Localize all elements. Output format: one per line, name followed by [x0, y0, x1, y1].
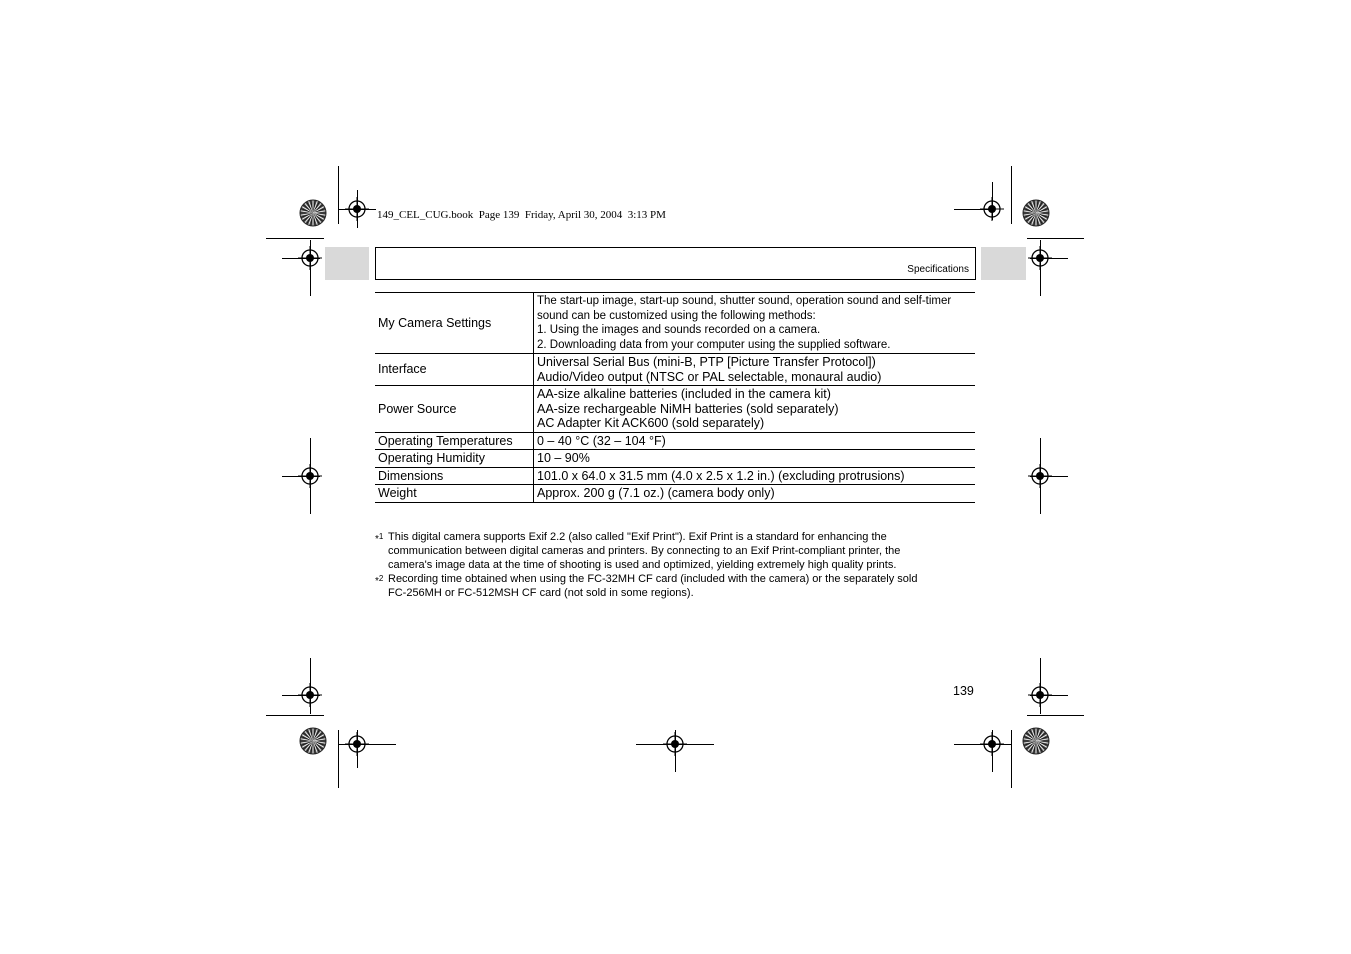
- spec-value: [534, 485, 976, 503]
- crop-mark-line: [1011, 166, 1012, 224]
- footnote-number: 1: [378, 532, 384, 541]
- spec-value: [534, 467, 976, 485]
- right-gray-tab: [981, 247, 1026, 280]
- crosshair-circle-icon: [1028, 464, 1052, 488]
- table-row: [375, 354, 975, 386]
- crosshair-circle-icon: [1028, 246, 1052, 270]
- starburst-icon: [1022, 727, 1050, 755]
- spec-value-line: 0 – 40 °C (32 – 104 °F): [537, 433, 666, 448]
- footnote: [375, 530, 975, 572]
- file-info-line: 149_CEL_CUG.book Page 139 Friday, April 30, 2004 3:13 PM: [377, 209, 666, 221]
- spec-value-line: 101.0 x 64.0 x 31.5 mm (4.0 x 2.5 x 1.2 in.) (excluding protrusions): [537, 468, 905, 483]
- section-title: Specifications: [907, 264, 969, 275]
- page-number: 139: [953, 684, 974, 698]
- spec-name: Interface: [375, 354, 534, 386]
- running-header: [375, 247, 976, 280]
- footnote-asterisk: *: [375, 534, 379, 545]
- footnote-asterisk: *: [375, 576, 379, 587]
- crosshair-circle-icon: [298, 683, 322, 707]
- crop-mark-line: [1027, 238, 1084, 239]
- table-row: [375, 432, 975, 450]
- spec-table-body: [375, 293, 975, 503]
- spec-value-line: 10 – 90%: [537, 451, 590, 465]
- footnote-line: communication between digital cameras and printers. By connecting to an Exif Print-compliant printer, the: [388, 545, 901, 557]
- spec-value-line: The start-up image, start-up sound, shutter sound, operation sound and self-timer: [537, 295, 952, 307]
- table-row: [375, 485, 975, 503]
- crosshair-circle-icon: [345, 732, 369, 756]
- starburst-icon: [1022, 199, 1050, 227]
- spec-value-line: AA-size rechargeable NiMH batteries (sold separately): [537, 401, 839, 416]
- starburst-icon: [299, 199, 327, 227]
- crosshair-circle-icon: [298, 464, 322, 488]
- spec-value-line: 1. Using the images and sounds recorded on a camera.: [537, 324, 821, 336]
- footnote-line: camera's image data at the time of shooting is used and optimized, yielding extremely high quality prints.: [388, 559, 897, 571]
- spec-value-line: Audio/Video output (NTSC or PAL selectable, monaural audio): [537, 369, 882, 384]
- starburst-icon: [299, 727, 327, 755]
- spec-name: Operating Temperatures: [375, 432, 534, 450]
- spec-name: Dimensions: [375, 467, 534, 485]
- spec-value-line: 2. Downloading data from your computer using the supplied software.: [537, 338, 891, 351]
- footnote-line: FC-256MH or FC-512MSH CF card (not sold in some regions).: [388, 587, 694, 599]
- footnote-mark: [375, 572, 383, 589]
- crop-mark-line: [338, 166, 339, 224]
- specifications-table: [375, 292, 975, 503]
- crosshair-circle-icon: [1028, 683, 1052, 707]
- crosshair-circle-icon: [980, 197, 1004, 221]
- spec-value: [534, 386, 976, 433]
- footnote: [375, 572, 975, 600]
- spec-value: [534, 450, 976, 468]
- crop-mark-line: [338, 730, 339, 788]
- crosshair-circle-icon: [980, 732, 1004, 756]
- spec-value: [534, 293, 976, 354]
- footnote-line: This digital camera supports Exif 2.2 (also called "Exif Print"). Exif Print is a standard for enhancing the: [388, 531, 887, 543]
- table-row: [375, 386, 975, 433]
- crosshair-circle-icon: [345, 197, 369, 221]
- spec-name: Power Source: [375, 386, 534, 433]
- spec-value-line: Approx. 200 g (7.1 oz.) (camera body only): [537, 486, 775, 500]
- footnotes: [375, 530, 975, 600]
- table-row: [375, 293, 975, 354]
- spec-name: My Camera Settings: [375, 293, 534, 354]
- spec-value-line: AC Adapter Kit ACK600 (sold separately): [537, 416, 765, 430]
- footnote-number: 2: [378, 574, 384, 583]
- spec-value: [534, 432, 976, 450]
- crosshair-circle-icon: [663, 732, 687, 756]
- crop-mark-line: [1011, 730, 1012, 788]
- left-gray-tab: [325, 247, 369, 280]
- spec-name: Weight: [375, 485, 534, 503]
- spec-value-line: AA-size alkaline batteries (included in the camera kit): [537, 387, 831, 401]
- spec-name: Operating Humidity: [375, 450, 534, 468]
- table-row: [375, 450, 975, 468]
- crosshair-circle-icon: [298, 246, 322, 270]
- footnote-mark: [375, 530, 383, 547]
- spec-value-line: sound can be customized using the following methods:: [537, 309, 816, 322]
- crop-mark-line: [1027, 715, 1084, 716]
- table-row: [375, 467, 975, 485]
- spec-value: [534, 354, 976, 386]
- crop-mark-line: [266, 715, 324, 716]
- footnote-line: Recording time obtained when using the FC-32MH CF card (included with the camera) or the separately sold: [388, 573, 918, 585]
- spec-value-line: Universal Serial Bus (mini-B, PTP [Picture Transfer Protocol]): [537, 355, 876, 369]
- crop-mark-line: [266, 238, 324, 239]
